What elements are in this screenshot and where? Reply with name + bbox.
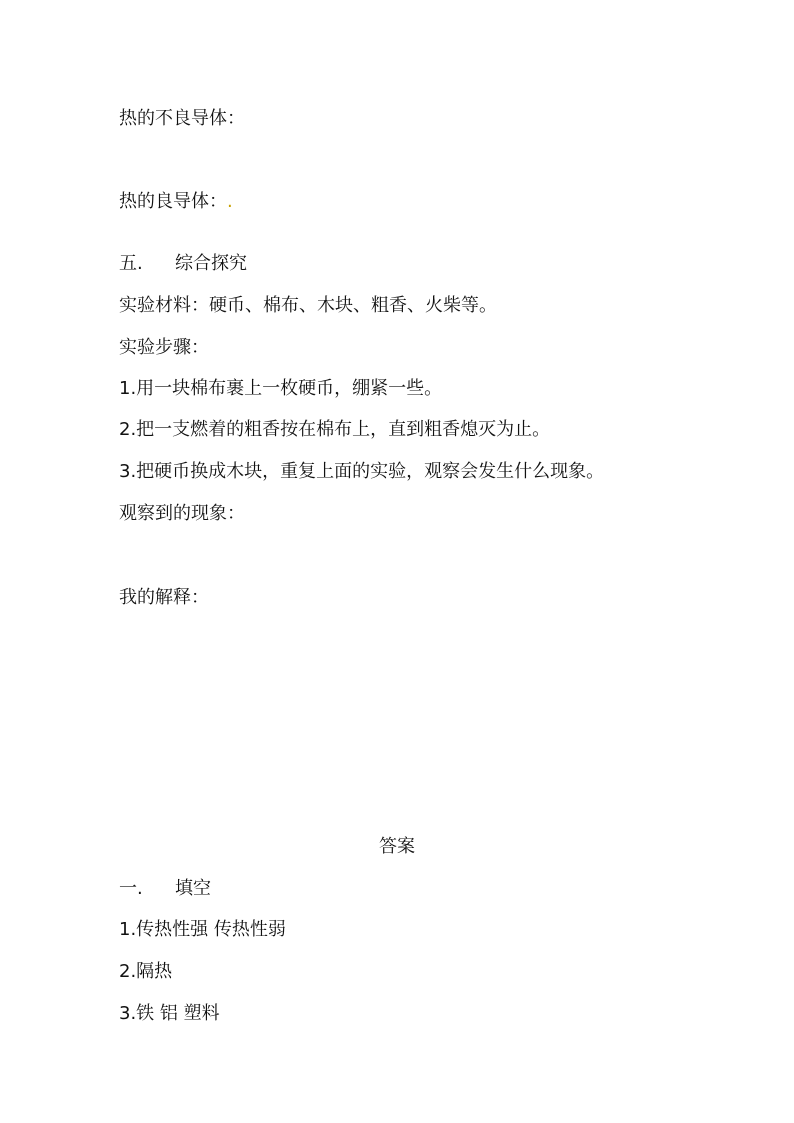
materials-text: 实验材料：硬币、棉布、木块、粗香、火柴等。	[119, 295, 497, 316]
answers-title: 答案	[379, 836, 415, 857]
step-item: 2.把一支燃着的粗香按在棉布上，直到粗香熄灭为止。	[119, 419, 551, 440]
answers-section1-title: 填空	[175, 878, 211, 899]
section5-heading	[119, 252, 247, 276]
section5-number: 五.	[119, 253, 143, 274]
good-conductor-line	[119, 190, 233, 214]
answer-item: 1.传热性强 传热性弱	[119, 919, 286, 940]
answers-section1-number: 一.	[119, 878, 143, 899]
explanation-label: 我的解释：	[119, 587, 209, 608]
step-item: 3.把硬币换成木块，重复上面的实验，观察会发生什么现象。	[119, 461, 605, 482]
observed-label: 观察到的现象：	[119, 503, 245, 524]
answer-item: 2.隔热	[119, 961, 173, 982]
good-conductor-label: 热的良导体：	[119, 191, 227, 212]
answers-section1-heading	[119, 877, 211, 901]
steps-label: 实验步骤：	[119, 337, 209, 358]
section5-title: 综合探究	[175, 253, 247, 274]
good-conductor-mark: .	[227, 191, 233, 212]
poor-conductor-label: 热的不良导体：	[119, 108, 245, 129]
step-item: 1.用一块棉布裹上一枚硬币，绷紧一些。	[119, 378, 443, 399]
answer-item: 3.铁 铝 塑料	[119, 1003, 220, 1024]
